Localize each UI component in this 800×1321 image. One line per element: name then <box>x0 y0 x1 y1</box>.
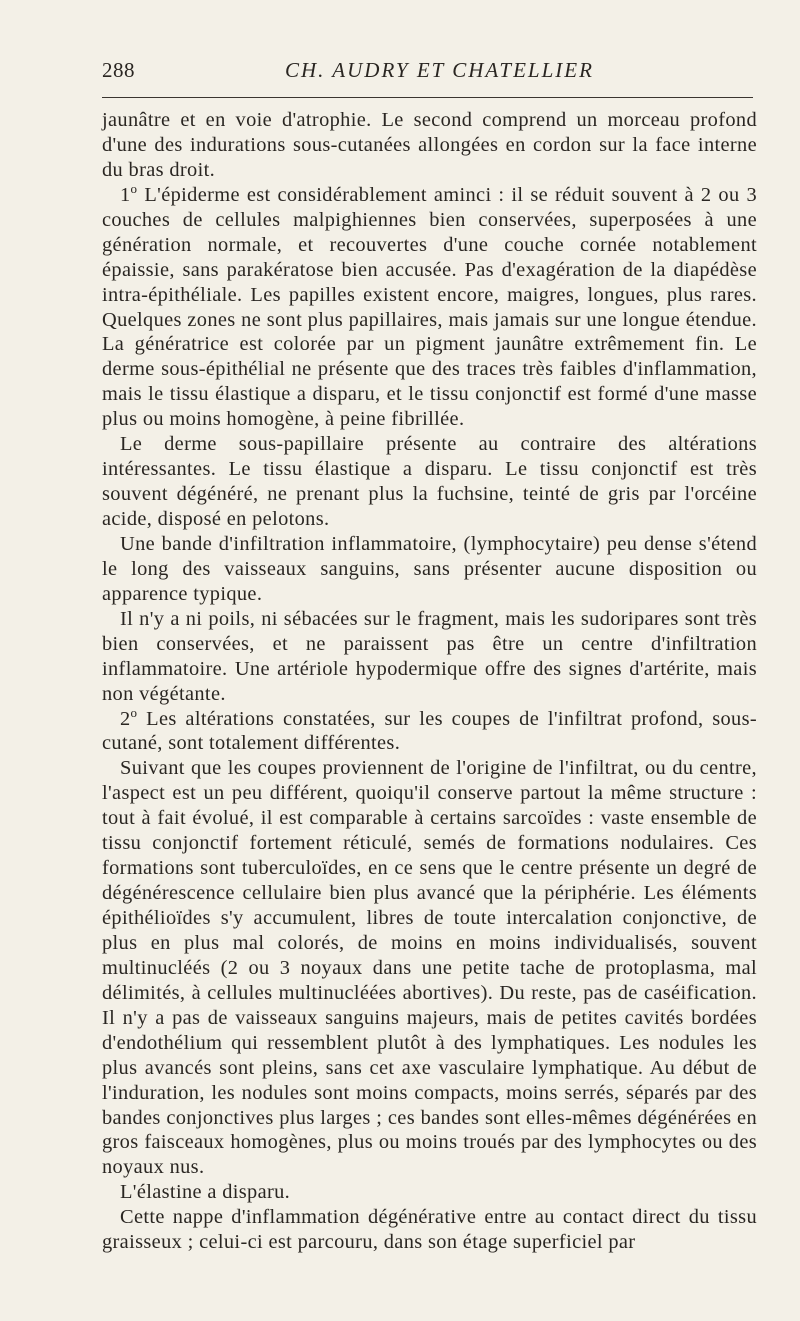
page-header <box>102 52 758 86</box>
paragraph-9: Cette nappe d'inflammation dégénérative entre au contact direct du tissu graisseux ; celui-ci est parcouru, dans son étage superficiel par <box>102 1206 757 1254</box>
paragraph-6: 2$^o$ Les altérations constatées, sur les coupes de l'infiltrat profond, sous-cutané, sont totalement différentes. <box>102 704 757 755</box>
paragraph-8: L'élastine a disparu. <box>120 1181 291 1204</box>
header-rule <box>102 97 753 98</box>
paragraph-3: Le derme sous-papillaire présente au contraire des altérations intéressantes. Le tissu élastique a disparu. Le tissu conjonctif est très souvent dégénéré, ne prenant plus la fuchsine, teinté de gris par l'orcéine acide, disposé en pelotons. <box>102 433 757 530</box>
running-head: CH. AUDRY ET CHATELLIER <box>285 58 594 82</box>
paragraph-7: Suivant que les coupes proviennent de l'origine de l'infiltrat, ou du centre, l'aspect est un peu différent, quoiqu'il conserve partout la même structure : tout à fait évolué, il est comparable à certains sarcoïdes : vaste ensemble de tissu conjonctif fortement réticulé, semés de formations nodulaires. Ces formations sont tuberculoïdes, en ce sens que le centre présente un degré de dégénérescence cellulaire bien plus avancé que la périphérie. Les éléments épithélioïdes s'y accumulent, libres de toute intercalation conjonctive, de plus en plus mal colorés, de moins en moins individualisés, souvent multinucléés (2 ou 3 noyaux dans une petite tache de protoplasma, mal délimités, à cellules multinucléées abortives). Du reste, pas de caséification. Il n'y a pas de vaisseaux sanguins majeurs, mais de petites cavités bordées d'endothélium qui ressemblent plutôt à des lymphatiques. Les nodules les plus avancés sont pleins, sans cet axe vasculaire lymphatique. Au début de l'induration, les nodules sont moins compacts, moins serrés, séparés par des bandes conjonctives plus larges ; ces bandes sont elles-mêmes dégénérées en gros faisceaux homogènes, plus ou moins troués par des lymphocytes ou des noyaux nus. <box>102 757 757 1179</box>
body-text <box>102 108 757 1255</box>
paragraph-2: 1$^o$ L'épiderme est considérablement aminci : il se réduit souvent à 2 ou 3 couches de cellules malpighiennes bien conservées, superposées à une génération normale, et recouvertes d'une couche cornée notablement épaissie, sans parakératose bien accusée. Pas d'exagération de la diapédèse intra-épithéliale. Les papilles existent encore, maigres, longues, plus rares. Quelques zones ne sont plus papillaires, mais jamais sur une longue étendue. La génératrice est colorée par un pigment jaunâtre extrêmement fin. Le derme sous-épithélial ne présente que des traces très faibles d'inflammation, mais le tissu élastique a disparu, et le tissu conjonctif est formé d'une masse plus ou moins homogène, à peine fibrillée. <box>102 181 757 431</box>
paragraph-4: Une bande d'infiltration inflammatoire, (lymphocytaire) peu dense s'étend le long des vaisseaux sanguins, sans présenter aucune disposition ou apparence typique. <box>102 532 757 605</box>
page-number: 288 <box>102 58 135 82</box>
paragraph-1: jaunâtre et en voie d'atrophie. Le second comprend un morceau profond d'une des indurations sous-cutanées allongées en cordon sur la face interne du bras droit. <box>102 109 757 181</box>
paragraph-5: Il n'y a ni poils, ni sébacées sur le fragment, mais les sudoripares sont très bien conservées, et ne paraissent pas être un centre d'infiltration inflammatoire. Une artériole hypodermique offre des signes d'artérite, mais non végétante. <box>102 607 757 705</box>
